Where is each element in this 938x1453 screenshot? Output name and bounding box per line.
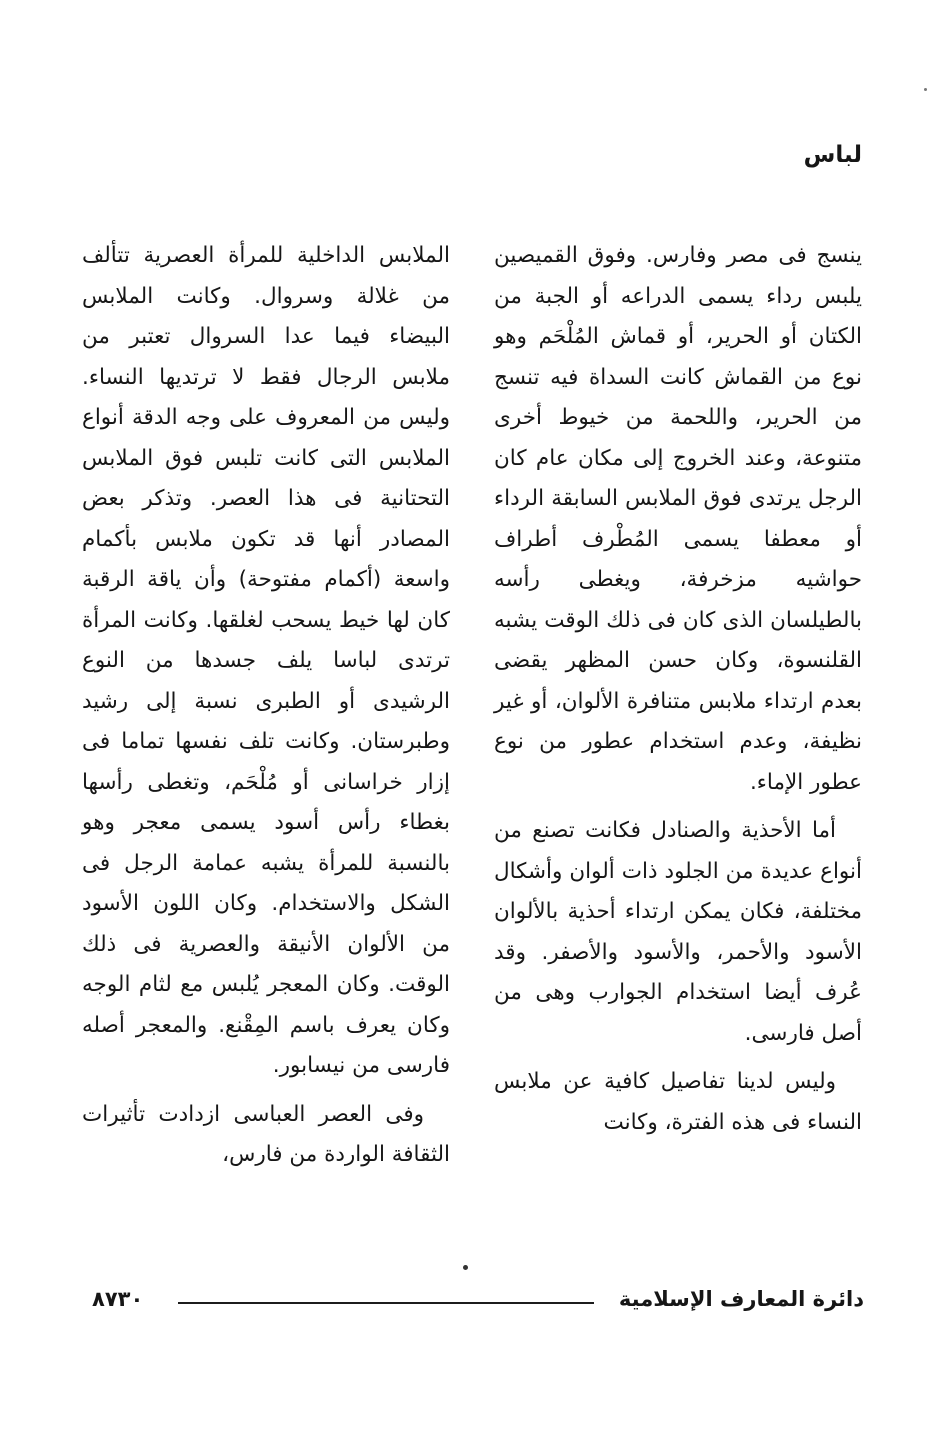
publication-title: دائرة المعارف الإسلامية <box>618 1287 864 1311</box>
paragraph: ينسج فى مصر وفارس. وفوق القميصين يلبس رداء يسمى الدراعه أو الجبة من الكتان أو الحرير، أو قماش المُلْحَم وهو نوع من القماش كانت السداة فيه تنسج من الحرير، واللحمة من خيوط أخرى متنوعة، وعند الخروج إلى مكان عام كان الرجل يرتدى فوق الملابس السابقة الرداء أو معطفا يسمى المُطْرف أطراف حواشيه مزخرفة، ويغطى رأسه بالطيلسان الذى كان فى ذلك الوقت يشبه القلنسوة، وكان حسن المظهر يقضى بعدم ارتداء ملابس متنافرة الألوان، أو غير نظيفة، وعدم استخدام عطور من نوع عطور الإماء. <box>494 243 862 795</box>
ink-speck <box>463 1265 468 1270</box>
running-head: لباس <box>803 142 862 168</box>
paragraph: أما الأحذية والصنادل فكانت تصنع من أنواع عديدة من الجلود ذات ألوان وأشكال مختلفة، فكان يمكن ارتداء أحذية بالألوان الأسود والأحمر، والأسود والأصفر. وقد عُرف أيضا استخدام الجوارب وهى من أصل فارسى. <box>494 818 862 1046</box>
text-column-left <box>82 236 450 1176</box>
page-number: ٨٧٣٠ <box>92 1287 144 1311</box>
ink-speck <box>924 88 927 91</box>
paragraph: وليس لدينا تفاصيل كافية عن ملابس النساء فى هذه الفترة، وكانت <box>494 1069 862 1135</box>
footer-divider-line <box>178 1302 594 1304</box>
paragraph: وفى العصر العباسى ازدادت تأثيرات الثقافة الواردة من فارس، <box>82 1101 450 1167</box>
paragraph: الملابس الداخلية للمرأة العصرية تتألف من غلالة وسروال. وكانت الملابس البيضاء فيما عدا السروال تعتبر من ملابس الرجال فقط لا ترتديها النساء. وليس من المعروف على وجه الدقة أنواع الملابس التى كانت تلبس فوق الملابس التحتانية فى هذا العصر. وتذكر بعض المصادر أنها قد تكون ملابس بأكمام واسعة (أكمام مفتوحة) وأن ياقة الرقبة كان لها خيط يسحب لغلقها. وكانت المرأة ترتدى لباسا يلف جسدها من النوع الرشيدى أو الطبرى نسبة إلى رشيد وطبرستان. وكانت تلف نفسها تماما فى إزار خراسانى أو مُلْحَم، وتغطى رأسها بغطاء رأس أسود يسمى معجر وهو بالنسبة للمرأة يشبه عمامة الرجل فى الشكل والاستخدام. وكان اللون الأسود من الألوان الأنيقة والعصرية فى ذلك الوقت. وكان المعجر يُلبس مع لثام الوجه وكان يعرف باسم المِقْنع. والمعجر أصله فارسى من نيسابور. <box>82 243 450 1078</box>
page-footer <box>92 1287 864 1319</box>
text-column-right <box>494 236 862 1143</box>
